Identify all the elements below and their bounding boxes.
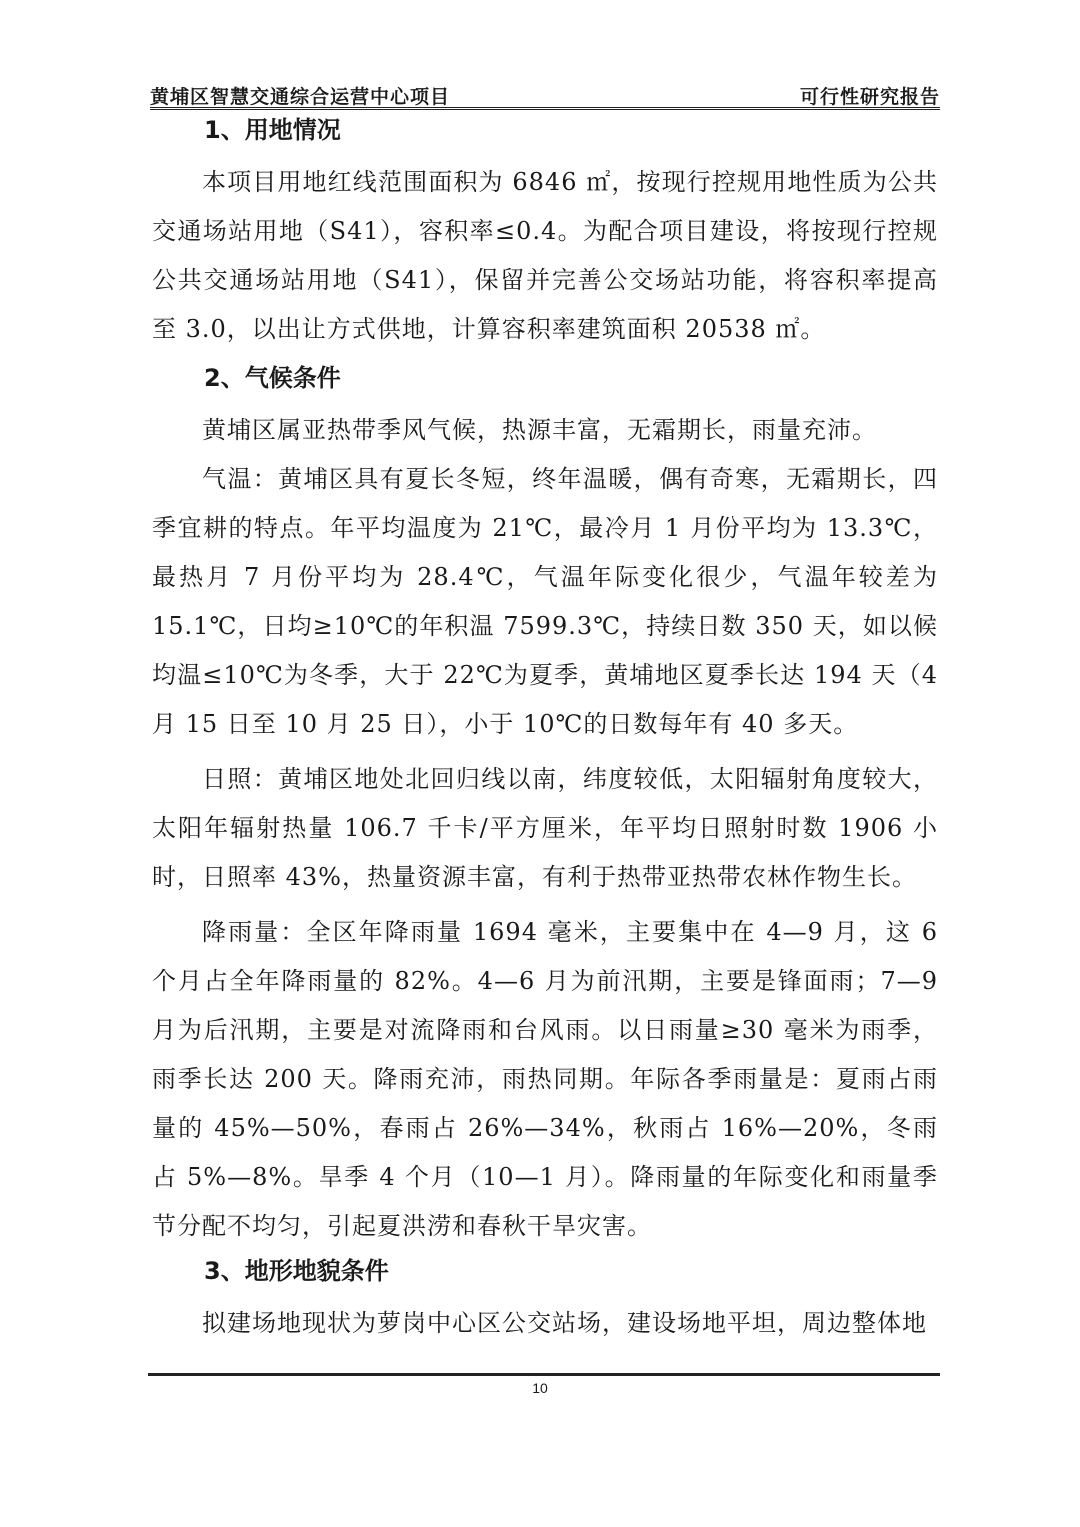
section-heading-terrain: 3、地形地貌条件	[204, 1257, 389, 1285]
footer-divider	[148, 1373, 940, 1376]
paragraph-rainfall: 降雨量：全区年降雨量 1694 毫米，主要集中在 4—9 月，这 6 个月占全年降雨量的 82%。4—6 月为前汛期，主要是锋面雨；7—9 月为后汛期，主要是对流降雨和台风雨。以日雨量≥30 毫米为雨季，雨季长达 200 天。降雨充沛，雨热同期。年际各季雨量是：夏雨占雨量的 45%—50%，春雨占 26%—34%，秋雨占 16%—20%，冬雨占 5%—8%。旱季 4 个月（10—1 月）。降雨量的年际变化和雨量季节分配不均匀，引起夏洪涝和春秋干旱灾害。	[152, 918, 938, 1240]
paragraph-terrain: 拟建场地现状为萝岗中心区公交站场，建设场地平坦，周边整体地	[202, 1309, 927, 1337]
header-doc-type: 可行性研究报告	[799, 86, 940, 108]
page-number: 10	[532, 1380, 548, 1396]
section-heading-land-use: 1、用地情况	[204, 116, 341, 144]
section-heading-climate: 2、气候条件	[204, 364, 341, 392]
paragraph-sunshine: 日照：黄埔区地处北回归线以南，纬度较低，太阳辐射角度较大，太阳年辐射热量 106.7 千卡/平方厘米，年平均日照射时数 1906 小时，日照率 43%，热量资源丰富，有利于热带亚热带农林作物生长。	[152, 765, 938, 891]
page-header	[150, 80, 940, 110]
header-project-title: 黄埔区智慧交通综合运营中心项目	[150, 86, 451, 108]
paragraph-climate-summary: 黄埔区属亚热带季风气候，热源丰富，无霜期长，雨量充沛。	[202, 416, 877, 444]
document-body	[152, 110, 938, 1348]
paragraph-land-use: 本项目用地红线范围面积为 6846 ㎡，按现行控规用地性质为公共交通场站用地（S41），容积率≤0.4。为配合项目建设，将按现行控规公共交通场站用地（S41），保留并完善公交场站功能，将容积率提高至 3.0，以出让方式供地，计算容积率建筑面积 20538 ㎡。	[152, 168, 938, 343]
paragraph-temperature: 气温：黄埔区具有夏长冬短，终年温暖，偶有奇寒，无霜期长，四季宜耕的特点。年平均温度为 21℃，最冷月 1 月份平均为 13.3℃，最热月 7 月份平均为 28.4℃，气温年际变化很少，气温年较差为 15.1℃，日均≥10℃的年积温 7599.3℃，持续日数 350 天，如以候均温≤10℃为冬季，大于 22℃为夏季，黄埔地区夏季长达 194 天（4 月 15 日至 10 月 25 日），小于 10℃的日数每年有 40 多天。	[152, 465, 938, 738]
